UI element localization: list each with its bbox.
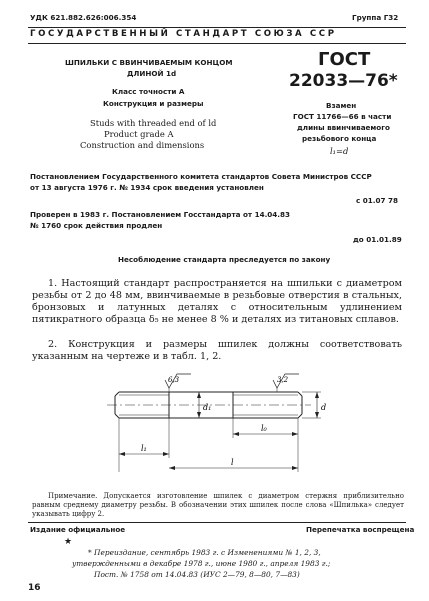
official-edition: Издание официальное: [30, 525, 126, 534]
drawing-note: Примечание. Допускается изготовление шпилек с диаметром стержня приблизительно равным среднему диаметру резьбы. В обозначении этих шпилек после слова «Шпилька» следует указывать цифру 2.: [32, 492, 404, 518]
title-line-4: Конструкция и размеры: [103, 99, 204, 108]
udk-code: УДК 621.882.626:006.354: [30, 13, 137, 22]
footnote-line-3: Пост. № 1758 от 14.04.83 (ИУС 2—79, 8—80, 7—83): [94, 570, 300, 579]
dim-d-label: d: [321, 403, 327, 412]
legal-warning: Несоблюдение стандарта преследуется по закону: [118, 255, 331, 264]
title-line-1: ШПИЛЬКИ С ВВИНЧИВАЕМЫМ КОНЦОМ: [65, 58, 233, 67]
extension-date: до 01.01.89: [353, 235, 402, 244]
roughness-label-2: 3,2: [277, 376, 289, 384]
decree-line-1: Постановлением Государственного комитета стандартов Совета Министров СССР: [30, 172, 372, 181]
footer-rule: [28, 522, 406, 523]
replaces-text-3: резьбового конца: [302, 134, 377, 143]
reprint-notice: Перепечатка воспрещена: [306, 525, 415, 534]
introduction-date: с 01.07 78: [356, 196, 399, 205]
decree-line-4: № 1760 срок действия продлен: [30, 221, 163, 230]
roughness-label-1: 6,3: [168, 376, 180, 384]
replaces-text-2: длины ввинчиваемого: [297, 123, 390, 132]
footnote-line-1: * Переиздание, сентябрь 1983 г. с Изменениями № 1, 2, 3,: [88, 548, 321, 557]
star-icon: ★: [64, 537, 73, 547]
paragraph-1: 1. Настоящий стандарт распространяется на шпильки с диаметром резьбы от 2 до 48 мм, ввинчиваемые в резьбовые отверстия в стальных, бронзовых и латунных деталях с относительным удлинением пятикратного образца δ₅ не менее 8 % и деталях из титановых сплавов.: [32, 278, 402, 326]
paragraph-2: 2. Конструкция и размеры шпилек должны соответствовать указанным на чертеже и в табл. 1, 2.: [32, 339, 402, 363]
group-code: Группа Г32: [352, 13, 399, 22]
replaces-label: Взамен: [326, 101, 357, 110]
stud-drawing: [105, 372, 355, 482]
header-rule-bottom: [28, 43, 406, 44]
dim-d1-label: d₁: [203, 403, 212, 412]
decree-line-3: Проверен в 1983 г. Постановлением Госстандарта от 14.04.83: [30, 210, 291, 219]
dim-l1-label: l₁: [141, 444, 147, 453]
title-en-1: Studs with threaded end of ld: [90, 118, 217, 128]
page-number: 16: [28, 583, 41, 593]
gost-label: ГОСТ: [318, 49, 371, 70]
length-formula: l₁=d: [330, 146, 349, 156]
title-en-3: Construction and dimensions: [80, 140, 205, 150]
title-line-2: ДЛИНОЙ 1d: [127, 69, 177, 78]
footnote-line-2: утвержденными в декабре 1978 г., июне 1980 г., апреля 1983 г.;: [72, 559, 331, 568]
title-en-2: Product grade A: [104, 129, 174, 139]
decree-line-2: от 13 августа 1976 г. № 1934 срок введения установлен: [30, 183, 264, 192]
title-line-3: Класс точности А: [112, 87, 185, 96]
standard-line: ГОСУДАРСТВЕННЫЙ СТАНДАРТ СОЮЗА ССР: [30, 29, 337, 39]
dim-l-label: l: [231, 458, 234, 467]
gost-number: 22033—76*: [289, 71, 398, 91]
replaces-text-1: ГОСТ 11766—66 в части: [293, 112, 392, 121]
header-rule-top: [28, 27, 406, 28]
dim-l0-label: l₀: [261, 424, 267, 433]
